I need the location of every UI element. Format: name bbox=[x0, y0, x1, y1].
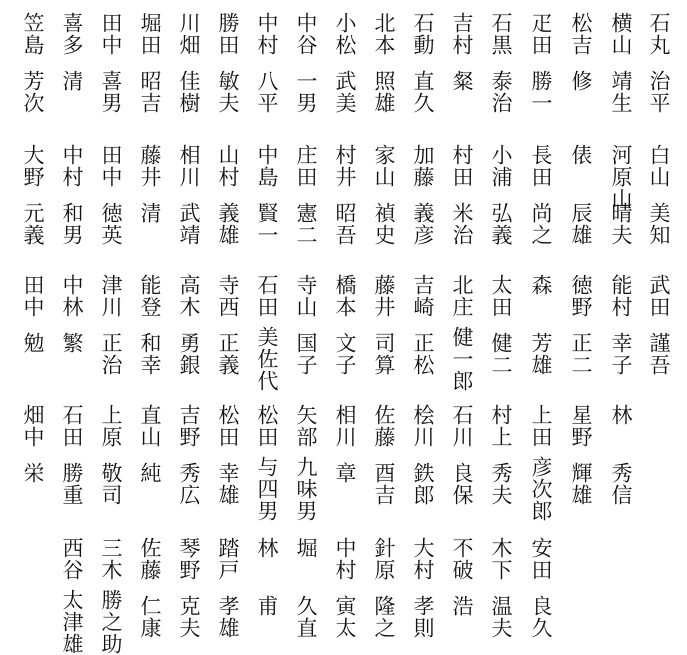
name-surname: 吉野 bbox=[177, 404, 201, 448]
name-surname: 山村 bbox=[216, 144, 240, 188]
name-surname: 松田 bbox=[216, 404, 240, 448]
name-given: 良久 bbox=[529, 595, 553, 639]
name-given: 靖生 bbox=[609, 70, 633, 114]
name-surname: 藤井 bbox=[372, 274, 396, 318]
name-surname: 大村 bbox=[411, 537, 435, 581]
name-given: 隆之 bbox=[372, 595, 396, 639]
name-surname: 加藤 bbox=[411, 144, 435, 188]
name-surname: 安田 bbox=[529, 537, 553, 581]
name-surname: 橋本 bbox=[333, 274, 357, 318]
name-given: 健一郎 bbox=[450, 326, 474, 392]
name-given: 国子 bbox=[294, 332, 318, 376]
name-surname: 石田 bbox=[255, 274, 279, 318]
name-surname: 森 bbox=[529, 274, 553, 296]
name-surname: 小浦 bbox=[489, 144, 513, 188]
name-given: 幸子 bbox=[609, 332, 633, 376]
name-given: 美佐代 bbox=[255, 326, 279, 392]
name-surname: 河原山 bbox=[609, 144, 633, 210]
name-surname: 疋田 bbox=[529, 12, 553, 56]
name-surname: 石川 bbox=[450, 404, 474, 448]
name-given: 勝重 bbox=[60, 462, 84, 506]
name-given: 克夫 bbox=[177, 595, 201, 639]
name-surname: 相川 bbox=[177, 144, 201, 188]
name-surname: 村井 bbox=[333, 144, 357, 188]
name-given: 正治 bbox=[99, 332, 123, 376]
name-given: 佳樹 bbox=[177, 70, 201, 114]
name-surname: 石丸 bbox=[647, 12, 671, 56]
name-surname: 寺西 bbox=[216, 274, 240, 318]
name-given: 司算 bbox=[372, 332, 396, 376]
name-given: 照雄 bbox=[372, 70, 396, 114]
name-given: 和男 bbox=[60, 202, 84, 246]
name-surname: 西谷 bbox=[60, 537, 84, 581]
name-given: 与四男 bbox=[255, 456, 279, 522]
name-surname: 相川 bbox=[333, 404, 357, 448]
name-given: 寅太 bbox=[333, 595, 357, 639]
name-surname: 能村 bbox=[609, 274, 633, 318]
name-surname: 中村 bbox=[60, 144, 84, 188]
name-surname: 木下 bbox=[489, 537, 513, 581]
name-given: 晴夫 bbox=[609, 202, 633, 246]
name-surname: 北本 bbox=[372, 12, 396, 56]
name-given: 一男 bbox=[294, 70, 318, 114]
name-given: 文子 bbox=[333, 332, 357, 376]
name-surname: 田中 bbox=[99, 144, 123, 188]
name-given: 禎史 bbox=[372, 202, 396, 246]
name-surname: 林 bbox=[609, 404, 633, 426]
name-surname: 武田 bbox=[647, 274, 671, 318]
name-surname: 上原 bbox=[99, 404, 123, 448]
name-given: 孝雄 bbox=[216, 595, 240, 639]
name-given: 仁康 bbox=[138, 595, 162, 639]
name-given: 浩 bbox=[450, 595, 474, 617]
name-surname: 能登 bbox=[138, 274, 162, 318]
name-given: 昭吾 bbox=[333, 202, 357, 246]
name-given: 義雄 bbox=[216, 202, 240, 246]
name-surname: 針原 bbox=[372, 537, 396, 581]
name-surname: 石田 bbox=[60, 404, 84, 448]
name-surname: 庄田 bbox=[294, 144, 318, 188]
name-surname: 北庄 bbox=[450, 274, 474, 318]
name-given: 秀広 bbox=[177, 462, 201, 506]
name-surname: 大野 bbox=[21, 144, 45, 188]
name-given: 敬司 bbox=[99, 462, 123, 506]
name-given: 温夫 bbox=[489, 595, 513, 639]
name-surname: 三木 bbox=[99, 537, 123, 581]
name-given: 純 bbox=[138, 462, 162, 484]
name-given: 尚之 bbox=[529, 202, 553, 246]
name-surname: 藤井 bbox=[138, 144, 162, 188]
name-surname: 中島 bbox=[255, 144, 279, 188]
name-surname: 中林 bbox=[60, 274, 84, 318]
name-given: 輝雄 bbox=[569, 462, 593, 506]
name-given: 喜男 bbox=[99, 70, 123, 114]
name-surname: 徳野 bbox=[569, 274, 593, 318]
name-surname: 松田 bbox=[255, 404, 279, 448]
name-given: 栄 bbox=[21, 462, 45, 484]
name-given: 秀信 bbox=[609, 462, 633, 506]
name-given: 鉄郎 bbox=[411, 462, 435, 506]
name-surname: 俵 bbox=[569, 144, 593, 166]
name-surname: 林 bbox=[255, 537, 279, 559]
name-surname: 直山 bbox=[138, 404, 162, 448]
name-given: 芳雄 bbox=[529, 332, 553, 376]
name-surname: 石動 bbox=[411, 12, 435, 56]
name-given: 賢一 bbox=[255, 202, 279, 246]
name-surname: 佐藤 bbox=[372, 404, 396, 448]
name-given: 義彦 bbox=[411, 202, 435, 246]
name-surname: 田中 bbox=[21, 274, 45, 318]
name-given: 敏夫 bbox=[216, 70, 240, 114]
name-given: 治平 bbox=[647, 70, 671, 114]
name-given: 孝則 bbox=[411, 595, 435, 639]
name-surname: 吉村 bbox=[450, 12, 474, 56]
name-surname: 石黒 bbox=[489, 12, 513, 56]
name-given: 幸雄 bbox=[216, 462, 240, 506]
name-given: 和幸 bbox=[138, 332, 162, 376]
name-surname: 矢部 bbox=[294, 404, 318, 448]
name-given: 美知 bbox=[647, 202, 671, 246]
name-surname: 踏戸 bbox=[216, 537, 240, 581]
name-given: 憲二 bbox=[294, 202, 318, 246]
name-surname: 喜多 bbox=[60, 12, 84, 56]
name-given: 米治 bbox=[450, 202, 474, 246]
name-surname: 佐藤 bbox=[138, 537, 162, 581]
name-given: 久直 bbox=[294, 595, 318, 639]
name-surname: 田中 bbox=[99, 12, 123, 56]
name-given: 酉吉 bbox=[372, 462, 396, 506]
name-given: 彦次郎 bbox=[529, 456, 553, 522]
name-given: 弘義 bbox=[489, 202, 513, 246]
name-given: 勝之助 bbox=[99, 589, 123, 655]
name-given: 泰治 bbox=[489, 70, 513, 114]
name-surname: 高木 bbox=[177, 274, 201, 318]
name-surname: 横山 bbox=[609, 12, 633, 56]
name-surname: 中村 bbox=[333, 537, 357, 581]
name-given: 粲 bbox=[450, 70, 474, 92]
name-given: 武靖 bbox=[177, 202, 201, 246]
name-surname: 星野 bbox=[569, 404, 593, 448]
name-surname: 上田 bbox=[529, 404, 553, 448]
name-given: 繁 bbox=[60, 332, 84, 354]
name-given: 元義 bbox=[21, 202, 45, 246]
name-surname: 桧川 bbox=[411, 404, 435, 448]
name-given: 芳次 bbox=[21, 70, 45, 114]
name-given: 八平 bbox=[255, 70, 279, 114]
name-given: 昭吉 bbox=[138, 70, 162, 114]
name-surname: 白山 bbox=[647, 144, 671, 188]
name-surname: 中谷 bbox=[294, 12, 318, 56]
name-given: 勝一 bbox=[529, 70, 553, 114]
name-given: 正松 bbox=[411, 332, 435, 376]
name-surname: 津川 bbox=[99, 274, 123, 318]
name-given: 勉 bbox=[21, 332, 45, 354]
name-given: 辰雄 bbox=[569, 202, 593, 246]
name-given: 章 bbox=[333, 462, 357, 484]
name-surname: 寺山 bbox=[294, 274, 318, 318]
name-surname: 勝田 bbox=[216, 12, 240, 56]
name-surname: 笠島 bbox=[21, 12, 45, 56]
name-given: 徳英 bbox=[99, 202, 123, 246]
name-surname: 川畑 bbox=[177, 12, 201, 56]
name-given: 九味男 bbox=[294, 456, 318, 522]
name-given: 清 bbox=[60, 70, 84, 92]
name-given: 太津雄 bbox=[60, 589, 84, 655]
name-surname: 琴野 bbox=[177, 537, 201, 581]
name-given: 健二 bbox=[489, 332, 513, 376]
name-surname: 家山 bbox=[372, 144, 396, 188]
name-surname: 小松 bbox=[333, 12, 357, 56]
name-surname: 村田 bbox=[450, 144, 474, 188]
name-given: 正義 bbox=[216, 332, 240, 376]
name-surname: 堀田 bbox=[138, 12, 162, 56]
name-given: 勇銀 bbox=[177, 332, 201, 376]
name-given: 秀夫 bbox=[489, 462, 513, 506]
name-given: 良保 bbox=[450, 462, 474, 506]
name-surname: 村上 bbox=[489, 404, 513, 448]
name-given: 正二 bbox=[569, 332, 593, 376]
name-given: 甫 bbox=[255, 595, 279, 617]
name-given: 直久 bbox=[411, 70, 435, 114]
name-given: 謹吾 bbox=[647, 332, 671, 376]
name-surname: 不破 bbox=[450, 537, 474, 581]
name-surname: 松吉 bbox=[569, 12, 593, 56]
name-given: 清 bbox=[138, 202, 162, 224]
name-surname: 堀 bbox=[294, 537, 318, 559]
name-surname: 中村 bbox=[255, 12, 279, 56]
name-given: 修 bbox=[569, 70, 593, 92]
name-surname: 長田 bbox=[529, 144, 553, 188]
name-given: 武美 bbox=[333, 70, 357, 114]
name-surname: 太田 bbox=[489, 274, 513, 318]
name-surname: 吉崎 bbox=[411, 274, 435, 318]
name-surname: 畑中 bbox=[21, 404, 45, 448]
